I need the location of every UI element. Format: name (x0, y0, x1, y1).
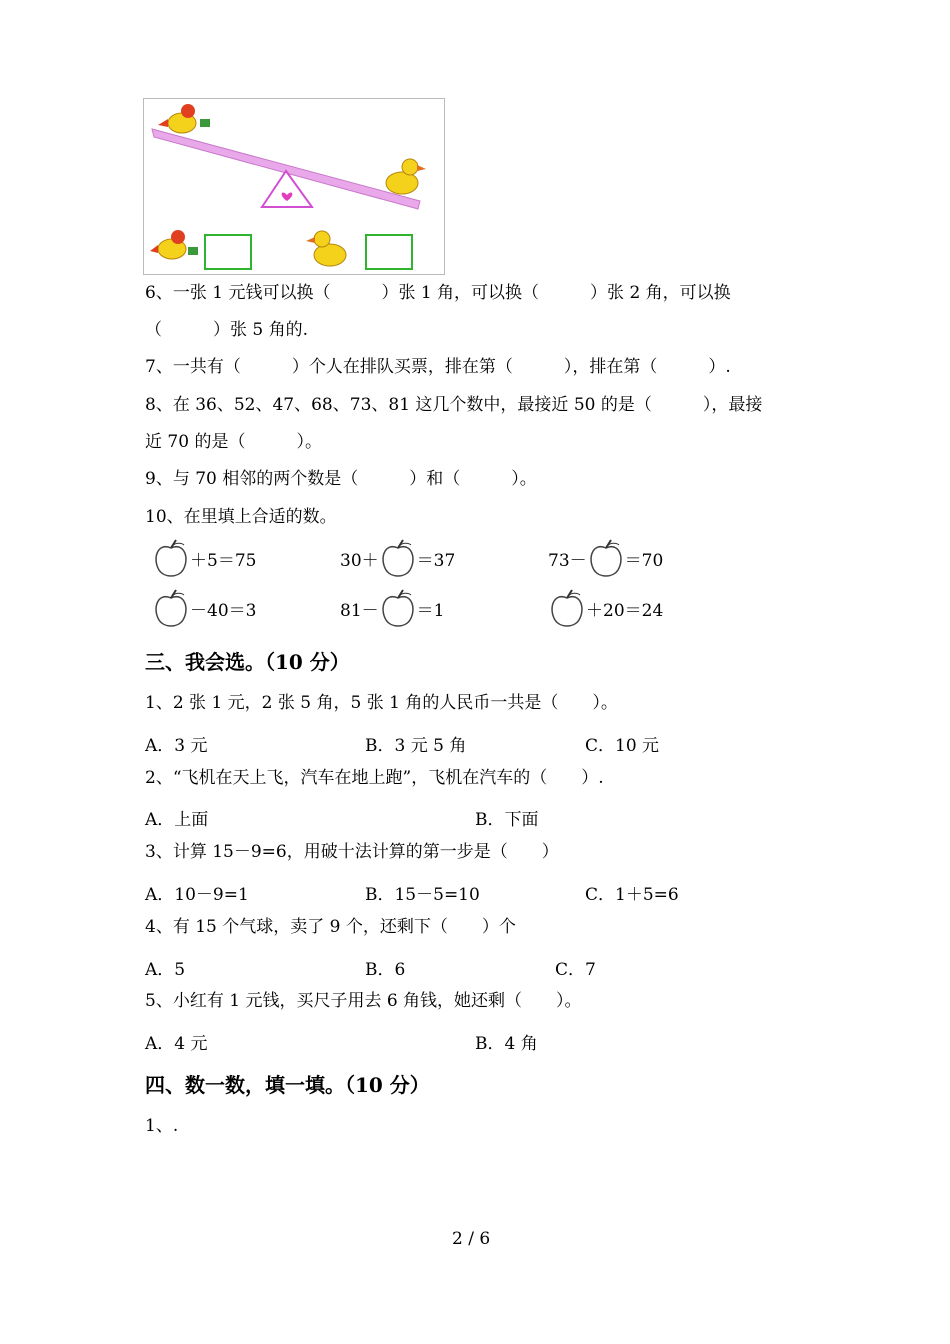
option-a[interactable]: A．5 (145, 960, 186, 980)
question-10-title: 10、在里填上合适的数。 (145, 507, 337, 527)
question-7: 7、一共有（ ）个人在排队买票，排在第（ ），排在第（ ）. (145, 357, 731, 377)
rooster-small-icon (150, 230, 198, 259)
option-b[interactable]: B．3 元 5 角 (365, 736, 467, 756)
equation-text: 30＋ (340, 550, 379, 571)
equation-text: －40＝3 (190, 600, 257, 621)
choice-question-1: 1、2 张 1 元，2 张 5 角，5 张 1 角的人民币一共是（ ）。 (145, 693, 618, 713)
option-c[interactable]: C．1＋5=6 (585, 885, 679, 905)
option-a[interactable]: A．3 元 (145, 736, 208, 756)
question-9: 9、与 70 相邻的两个数是（ ）和（ ）。 (145, 469, 537, 489)
apple-answer-box[interactable] (154, 538, 188, 578)
answer-box[interactable] (205, 235, 251, 269)
question-6-line2: （ ）张 5 角的. (145, 320, 309, 340)
choice-question-3: 3、计算 15－9=6，用破十法计算的第一步是（ ） (145, 842, 559, 862)
option-a[interactable]: A．4 元 (145, 1034, 208, 1054)
equation-text: ＝70 (624, 550, 664, 571)
page-number: 2 / 6 (452, 1229, 491, 1249)
equation-text: ＋20＝24 (586, 600, 664, 621)
answer-box[interactable] (366, 235, 412, 269)
option-b[interactable]: B．4 角 (475, 1034, 538, 1054)
apple-answer-box[interactable] (381, 538, 415, 578)
equation-text: 81－ (340, 600, 379, 621)
seesaw-figure (143, 98, 445, 275)
option-a[interactable]: A．10－9=1 (145, 885, 249, 905)
apple-answer-box[interactable] (154, 588, 188, 628)
equation-2-1 (152, 588, 256, 628)
equation-text: ＝1 (416, 600, 445, 621)
option-b[interactable]: B．6 (365, 960, 406, 980)
question-8-line1: 8、在 36、52、47、68、73、81 这几个数中，最接近 50 的是（ ），最接 (145, 395, 763, 415)
equation-1-3 (548, 538, 663, 578)
option-b[interactable]: B．下面 (475, 810, 539, 830)
option-b[interactable]: B．15－5=10 (365, 885, 480, 905)
duck-icon (386, 159, 426, 194)
option-a[interactable]: A．上面 (145, 810, 209, 830)
equation-text: ＝37 (416, 550, 456, 571)
section-3-heading: 三、我会选。（10 分） (145, 650, 350, 674)
equation-2-3 (548, 588, 663, 628)
rooster-icon (158, 104, 210, 133)
apple-answer-box[interactable] (381, 588, 415, 628)
count-question-1: 1、. (145, 1116, 179, 1136)
seesaw-illustration (144, 99, 444, 274)
equation-text: 73－ (548, 550, 587, 571)
question-8-line2: 近 70 的是（ ）。 (145, 432, 322, 452)
apple-answer-box[interactable] (550, 588, 584, 628)
equation-2-2 (340, 588, 444, 628)
option-c[interactable]: C．10 元 (585, 736, 660, 756)
choice-question-4: 4、有 15 个气球，卖了 9 个，还剩下（ ）个 (145, 917, 516, 937)
equation-1-1 (152, 538, 256, 578)
choice-question-2: 2、“飞机在天上飞，汽车在地上跑”，飞机在汽车的（ ）. (145, 768, 604, 788)
equation-1-2 (340, 538, 455, 578)
equation-text: ＋5＝75 (190, 550, 257, 571)
section-4-heading: 四、数一数，填一填。（10 分） (145, 1073, 430, 1097)
apple-answer-box[interactable] (589, 538, 623, 578)
duck-small-icon (306, 231, 346, 266)
option-c[interactable]: C．7 (555, 960, 596, 980)
question-6-line1: 6、一张 1 元钱可以换（ ）张 1 角，可以换（ ）张 2 角，可以换 (145, 283, 731, 303)
choice-question-5: 5、小红有 1 元钱，买尺子用去 6 角钱，她还剩（ ）。 (145, 991, 582, 1011)
